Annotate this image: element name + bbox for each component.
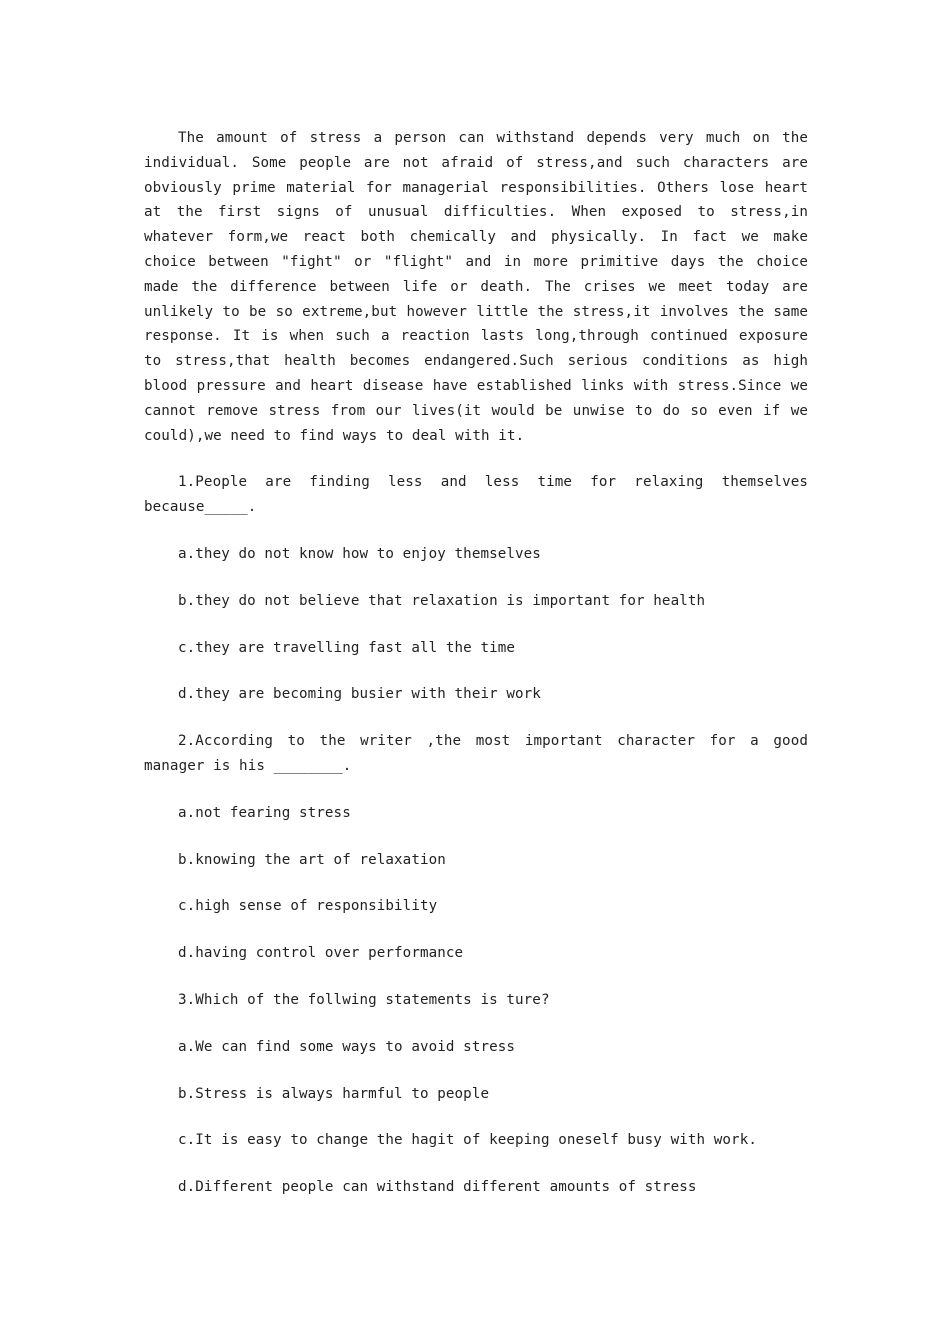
question-1-option-d: d.they are becoming busier with their work xyxy=(178,686,541,703)
question-3-stem: 3.Which of the follwing statements is ture? xyxy=(178,991,550,1008)
question-1-stem: 1.People are finding less and less time for relaxing themselves because_____. xyxy=(144,474,808,516)
question-1-option-b: b.they do not believe that relaxation is important for health xyxy=(178,592,706,609)
question-2-option-b: b.knowing the art of relaxation xyxy=(178,851,446,868)
reading-passage: The amount of stress a person can withstand depends very much on the individual. Some people are not afraid of stress,and such characters are obviously prime material for managerial responsibilities. Others lose heart at the first signs of unusual difficulties. When exposed to stress,in whatever form,we react both chemically and physically. In fact we make choice between "fight" or "flight" and in more primitive days the choice made the difference between life or death. The crises we meet today are unlikely to be so extreme,but however little the stress,it involves the same response. It is when such a reaction lasts long,through continued exposure to stress,that health becomes endangered.Such serious conditions as high blood pressure and heart disease have established links with stress.Since we cannot remove stress from our lives(it would be unwise to do so even if we could),we need to find ways to deal with it. xyxy=(144,130,808,444)
question-1-option-c: c.they are travelling fast all the time xyxy=(178,639,516,656)
question-1-option-a: a.they do not know how to enjoy themselves xyxy=(178,545,541,562)
question-2-option-c: c.high sense of responsibility xyxy=(178,898,438,915)
question-2-stem: 2.According to the writer ,the most important character for a good manager is his ________. xyxy=(144,733,808,774)
question-3-option-b: b.Stress is always harmful to people xyxy=(178,1085,490,1102)
question-2-option-a: a.not fearing stress xyxy=(178,804,351,821)
document-page xyxy=(144,126,808,1222)
question-3-option-d: d.Different people can withstand different amounts of stress xyxy=(178,1179,697,1196)
question-2-option-d: d.having control over performance xyxy=(178,945,464,962)
question-3-option-c: c.It is easy to change the hagit of keeping oneself busy with work. xyxy=(178,1132,757,1149)
question-3-option-a: a.We can find some ways to avoid stress xyxy=(178,1038,516,1055)
